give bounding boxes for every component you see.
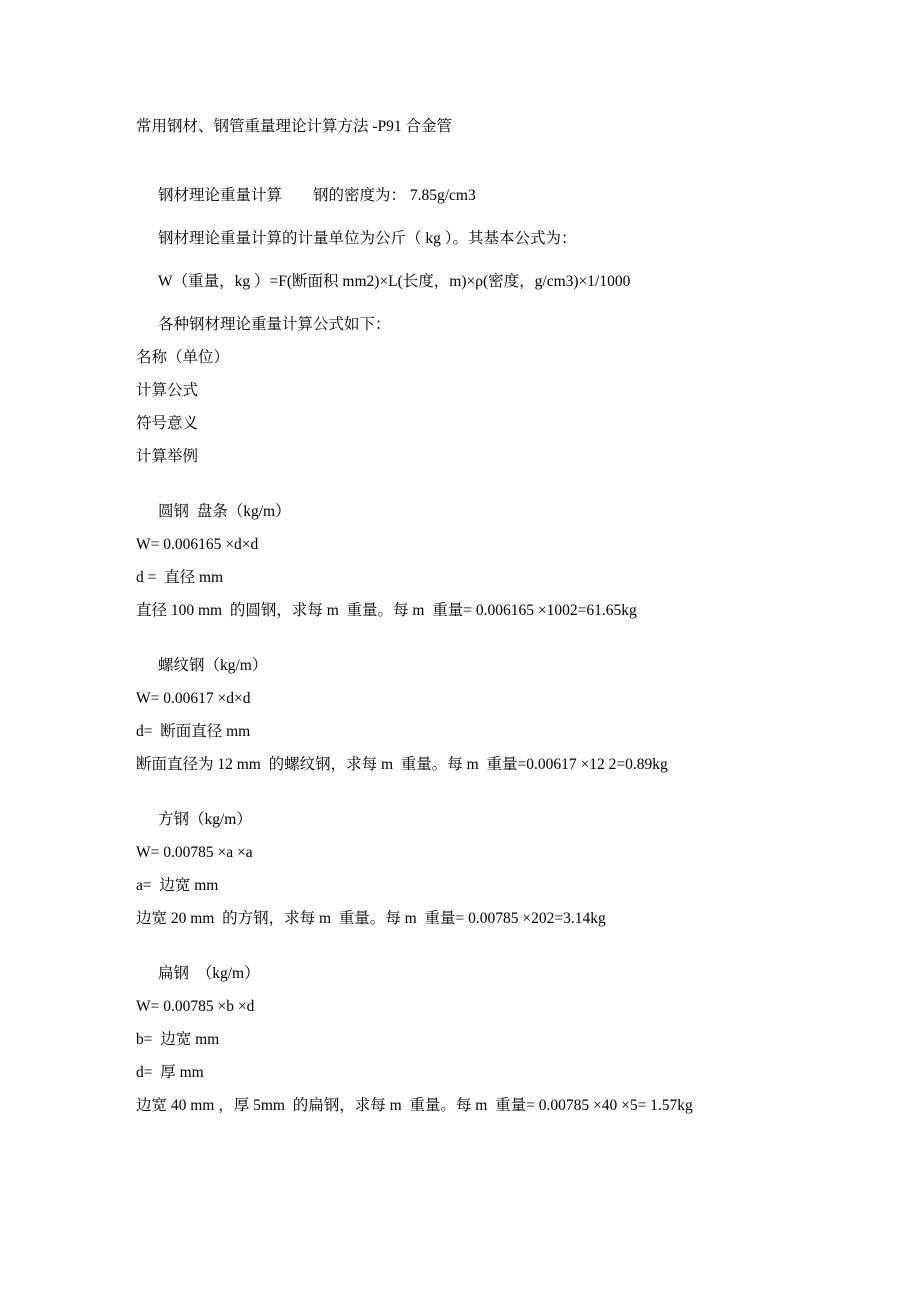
spacer [136,781,836,803]
section-square-steel [136,803,836,935]
section-formula: W= 0.00617 ×d×d [136,690,251,707]
section-example: 直径 100 mm 的圆钢，求每 m 重量。每 m 重量= 0.006165 ×1002=61.65kg [136,602,637,619]
section-rebar [136,649,836,781]
section-formula: W= 0.00785 ×a ×a [136,844,253,861]
column-symbol-label: 符号意义 [136,415,199,432]
density-line: 钢材理论重量计算 钢的密度为： 7.85g/cm3 [158,187,476,204]
spacer [136,143,836,179]
section-example: 断面直径为 12 mm 的螺纹钢，求每 m 重量。每 m 重量=0.00617 ×12 2=0.89kg [136,756,668,773]
section-flat-steel [136,957,836,1122]
section-round-steel [136,495,836,627]
spacer [136,298,836,308]
spacer [136,473,836,495]
document-body [136,110,836,1122]
base-formula-line: W（重量，kg ）=F(断面积 mm2)×L(长度，m)×ρ(密度，g/cm3)×1/1000 [158,273,631,290]
spacer [136,255,836,265]
spacer [136,627,836,649]
section-symbol: b= 边宽 mm [136,1031,220,1048]
section-formula: W= 0.006165 ×d×d [136,536,259,553]
column-example-label: 计算举例 [136,448,199,465]
spacer [136,935,836,957]
section-heading: 螺纹钢（kg/m） [158,657,268,674]
section-formula: W= 0.00785 ×b ×d [136,998,255,1015]
column-name-label: 名称（单位） [136,349,230,366]
section-example: 边宽 40 mm ，厚 5mm 的扁钢，求每 m 重量。每 m 重量= 0.00785 ×40 ×5= 1.57kg [136,1097,693,1114]
section-symbol: d = 直径 mm [136,569,224,586]
section-heading: 方钢（kg/m） [158,811,252,828]
spacer [136,212,836,222]
section-symbol: a= 边宽 mm [136,877,219,894]
page-title: 常用钢材、钢管重量理论计算方法 -P91 合金管 [136,118,453,135]
section-heading: 扁钢 （kg/m） [158,965,260,982]
section-symbol: d= 断面直径 mm [136,723,251,740]
unit-line: 钢材理论重量计算的计量单位为公斤（ kg ）。其基本公式为： [158,230,577,247]
list-lead-line: 各种钢材理论重量计算公式如下： [158,316,391,333]
section-symbol: d= 厚 mm [136,1064,204,1081]
section-heading: 圆钢 盘条（kg/m） [158,503,291,520]
column-formula-label: 计算公式 [136,382,199,399]
section-example: 边宽 20 mm 的方钢，求每 m 重量。每 m 重量= 0.00785 ×202=3.14kg [136,910,606,927]
